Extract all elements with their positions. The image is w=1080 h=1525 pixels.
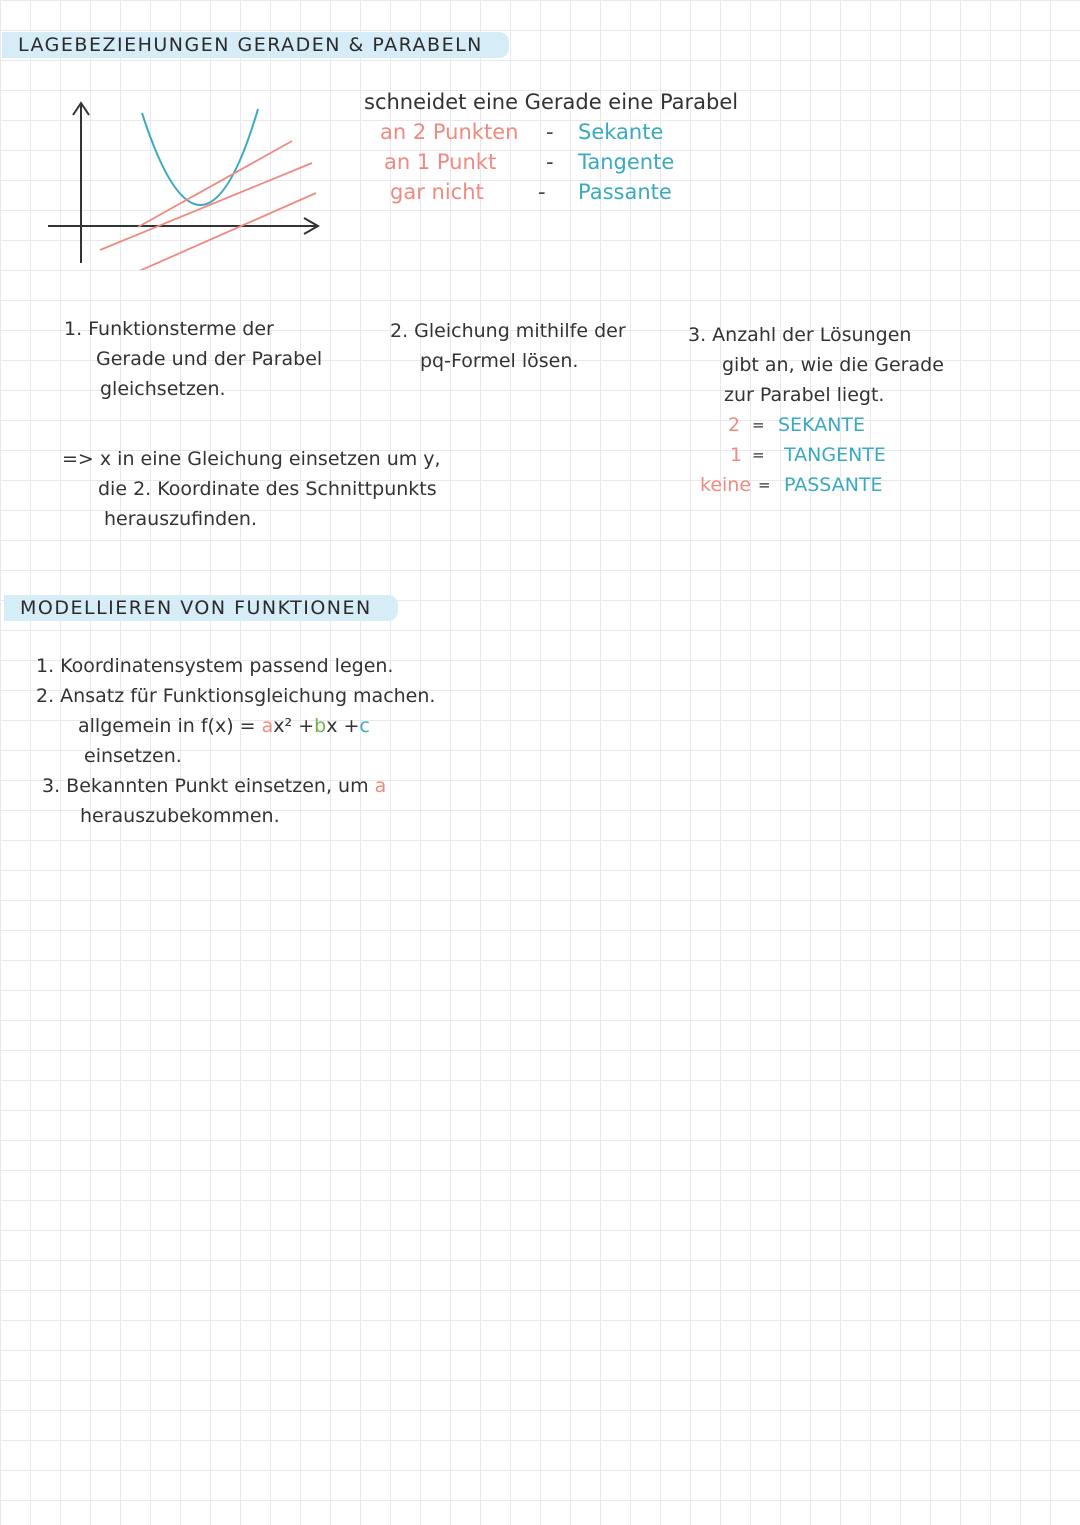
formula-a: a bbox=[261, 715, 274, 737]
step3-line: gibt an, wie die Gerade bbox=[722, 354, 944, 376]
intro-text: schneidet eine Gerade eine Parabel bbox=[364, 90, 739, 114]
formula-plus: + bbox=[343, 715, 360, 737]
result-count: 1 bbox=[730, 444, 743, 466]
section-heading-modellieren bbox=[4, 595, 398, 621]
formula-x: x bbox=[326, 715, 338, 737]
formula-x2: x² bbox=[273, 715, 293, 737]
model-step2: 2. Ansatz für Funktionsgleichung machen. bbox=[36, 685, 436, 707]
case-name-sekante: Sekante bbox=[578, 120, 664, 144]
model-step3b: herauszubekommen. bbox=[80, 805, 280, 827]
formula-b: b bbox=[314, 715, 327, 737]
step2-line: 2. Gleichung mithilfe der bbox=[390, 320, 626, 342]
step3-line: zur Parabel liegt. bbox=[724, 384, 885, 406]
case-condition: an 1 Punkt bbox=[384, 150, 497, 174]
formula-prefix: allgemein in f(x) = bbox=[78, 715, 256, 737]
result-name-passante: PASSANTE bbox=[784, 474, 883, 496]
model-step1: 1. Koordinatensystem passend legen. bbox=[36, 655, 394, 677]
model-step3-var: a bbox=[374, 775, 387, 797]
model-step2c: einsetzen. bbox=[84, 745, 182, 767]
result-eq: = bbox=[752, 446, 765, 464]
note-line: => x in eine Gleichung einsetzen um y, bbox=[62, 448, 441, 470]
step3-line: 3. Anzahl der Lösungen bbox=[688, 324, 912, 346]
case-condition: an 2 Punkten bbox=[380, 120, 519, 144]
case-dash: - bbox=[546, 150, 554, 174]
result-eq: = bbox=[752, 416, 765, 434]
case-dash: - bbox=[546, 120, 554, 144]
result-count: 2 bbox=[728, 414, 741, 436]
result-name-tangente: TANGENTE bbox=[784, 444, 886, 466]
step1-line: 1. Funktionsterme der bbox=[64, 318, 274, 340]
result-name-sekante: SEKANTE bbox=[778, 414, 866, 436]
heading-text: MODELLIEREN VON FUNKTIONEN bbox=[20, 597, 372, 619]
case-condition: gar nicht bbox=[390, 180, 484, 204]
sketch-parabola-lines bbox=[40, 95, 340, 270]
step1-line: Gerade und der Parabel bbox=[96, 348, 323, 370]
case-dash: - bbox=[538, 180, 546, 204]
model-step3-text: 3. Bekannten Punkt einsetzen, um bbox=[42, 775, 369, 797]
result-count: keine bbox=[700, 474, 752, 496]
step2-line: pq-Formel lösen. bbox=[420, 350, 579, 372]
model-step2-formula bbox=[78, 715, 370, 737]
case-name-passante: Passante bbox=[578, 180, 672, 204]
note-line: die 2. Koordinate des Schnittpunkts bbox=[98, 478, 437, 500]
formula-plus: + bbox=[298, 715, 315, 737]
model-step3 bbox=[42, 775, 386, 797]
formula-c: c bbox=[359, 715, 370, 737]
note-line: herauszufinden. bbox=[104, 508, 257, 530]
step1-line: gleichsetzen. bbox=[100, 378, 226, 400]
section-heading-lagebeziehungen bbox=[2, 32, 509, 58]
heading-text: LAGEBEZIEHUNGEN GERADEN & PARABELN bbox=[18, 34, 483, 56]
result-eq: = bbox=[758, 476, 771, 494]
case-name-tangente: Tangente bbox=[578, 150, 675, 174]
